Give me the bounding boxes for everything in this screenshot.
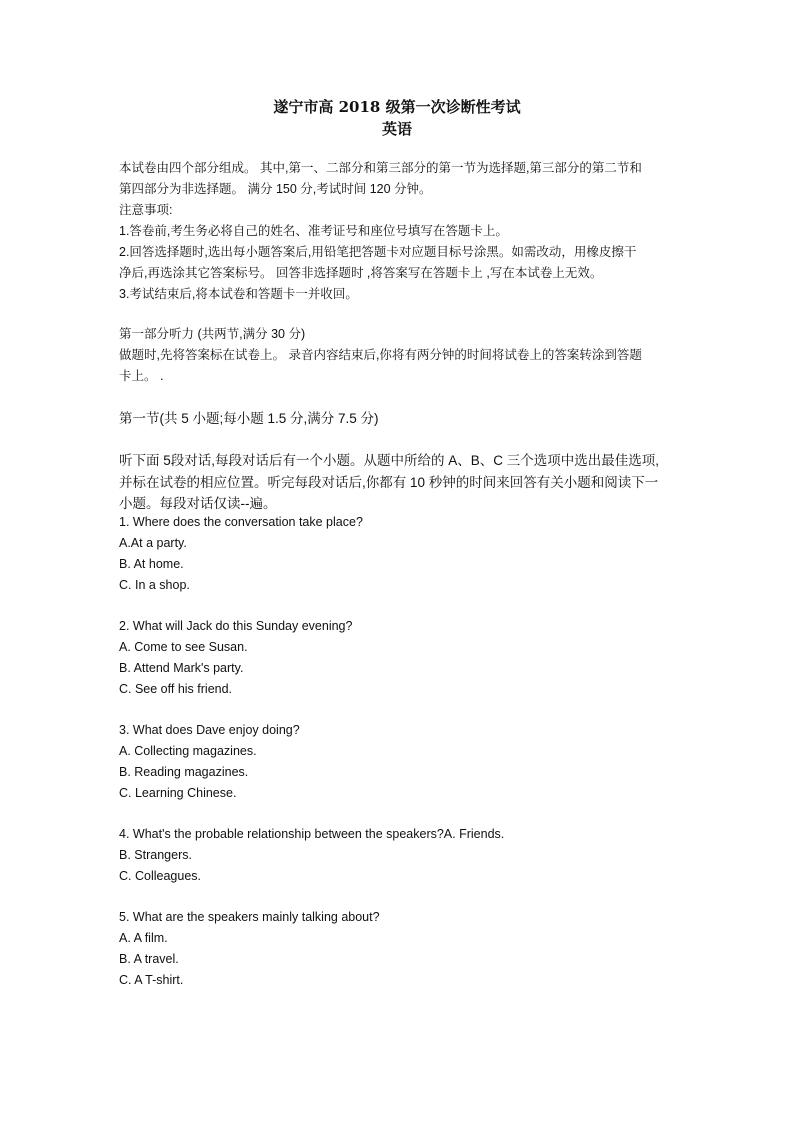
question-stem: 5. What are the speakers mainly talking about? xyxy=(119,910,380,924)
question-stem: 1. Where does the conversation take place? xyxy=(119,515,363,529)
instructions-line: 1.答卷前,考生务必将自己的姓名、准考证号和座位号填写在答题卡上。 xyxy=(119,224,508,238)
question-stem: 4. What's the probable relationship between the speakers?A. Friends. xyxy=(119,827,505,841)
instructions-line: 本试卷由四个部分组成。 其中,第一、二部分和第三部分的第一节为选择题,第三部分的第二节和 xyxy=(119,161,642,175)
option-a: A. A film. xyxy=(119,931,168,945)
question-stem: 2. What will Jack do this Sunday evening? xyxy=(119,619,353,633)
option-c: C. See off his friend. xyxy=(119,682,233,696)
instructions-line: 注意事项: xyxy=(119,203,173,217)
question-3 xyxy=(119,720,684,804)
section1-heading-wrap xyxy=(119,408,684,430)
question-stem: 3. What does Dave enjoy doing? xyxy=(119,723,300,737)
option-b: B. Attend Mark's party. xyxy=(119,661,244,675)
section1-directions xyxy=(119,450,684,515)
part1 xyxy=(119,324,684,387)
directions-line: 听下面 5段对话,每段对话后有一个小题。从题中所给的 A、B、C 三个选项中选出最佳选项, xyxy=(119,453,660,468)
instructions-line: 2.回答选择题时,选出每小题答案后,用铅笔把答题卡对应题目标号涂黑。如需改动，用橡皮擦干 xyxy=(119,245,637,259)
option-b: B. Strangers. xyxy=(119,848,192,862)
exam-title: 遂宁市高 2018 级第一次诊断性考试 xyxy=(273,98,521,116)
option-b: B. Reading magazines. xyxy=(119,765,249,779)
option-c: C. A T-shirt. xyxy=(119,973,184,987)
exam-subject: 英语 xyxy=(381,120,412,138)
option-a: A.At a party. xyxy=(119,536,187,550)
section1-heading: 第一节(共 5 小题;每小题 1.5 分,满分 7.5 分) xyxy=(119,411,379,426)
instructions xyxy=(119,158,684,305)
option-a: A. Come to see Susan. xyxy=(119,640,248,654)
directions-line: 并标在试卷的相应位置。听完每段对话后,你都有 10 秒钟的时间来回答有关小题和阅读下一 xyxy=(119,474,659,490)
instructions-line: 3.考试结束后,将本试卷和答题卡一并收回。 xyxy=(119,287,358,301)
option-c: C. Colleagues. xyxy=(119,869,201,883)
instructions-line: 净后,再选涂其它答案标号。 回答非选择题时 ,将答案写在答题卡上 ,写在本试卷上无效。 xyxy=(119,266,603,280)
option-b: B. A travel. xyxy=(119,952,179,966)
part1-note-line: 做题时,先将答案标在试卷上。 录音内容结束后,你将有两分钟的时间将试卷上的答案转涂到答题 xyxy=(119,348,642,362)
option-c: C. In a shop. xyxy=(119,578,190,592)
title-block xyxy=(0,96,794,140)
question-2 xyxy=(119,616,684,700)
question-4 xyxy=(119,824,684,887)
option-a: A. Collecting magazines. xyxy=(119,744,257,758)
part1-heading: 第一部分听力 (共两节,满分 30 分) xyxy=(119,327,306,341)
option-b: B. At home. xyxy=(119,557,184,571)
question-1 xyxy=(119,512,684,596)
part1-note-line: 卡上。 . xyxy=(119,369,164,383)
question-5 xyxy=(119,907,684,991)
directions-line: 小题。每段对话仅读--遍。 xyxy=(119,496,277,511)
option-c: C. Learning Chinese. xyxy=(119,786,237,800)
instructions-line: 第四部分为非选择题。 满分 150 分,考试时间 120 分钟。 xyxy=(119,182,432,196)
